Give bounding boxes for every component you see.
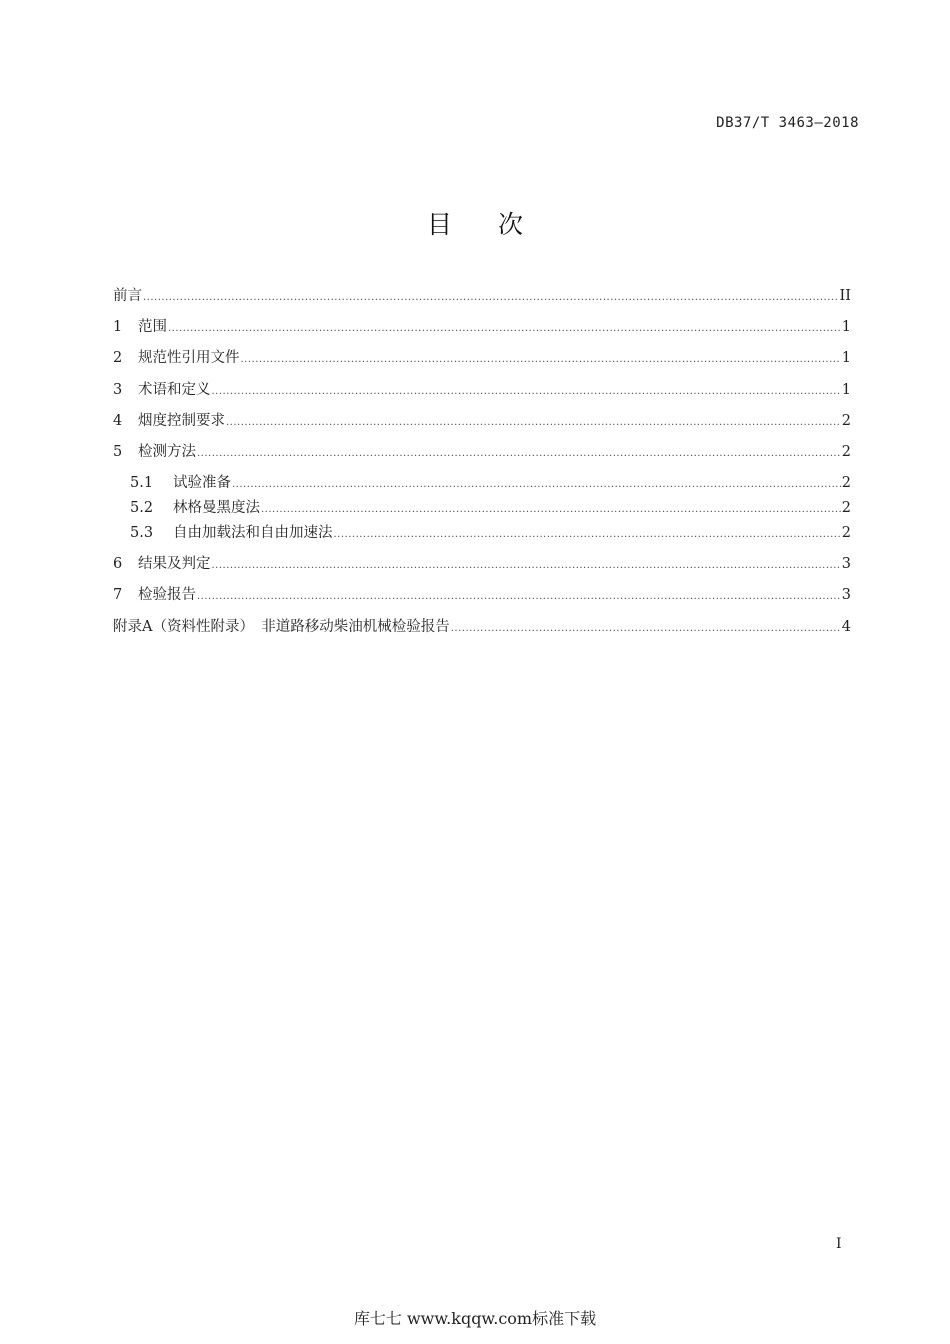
toc-leader [261, 500, 841, 520]
toc-entry-1[interactable] [113, 317, 851, 348]
toc-entry-4[interactable] [113, 411, 851, 442]
toc-entry-label: 检验报告 [138, 587, 196, 604]
toc-entry-page: 2 [841, 500, 851, 517]
toc-entry-label: 试验准备 [173, 475, 231, 492]
toc-entry-label: 烟度控制要求 [138, 412, 225, 429]
toc-leader [212, 556, 841, 576]
toc-entry-label: 规范性引用文件 [138, 350, 240, 367]
toc-entry-number: 5.1 [130, 475, 154, 492]
toc-entry-label: 结果及判定 [138, 556, 211, 573]
toc-entry-number: 2 [113, 350, 123, 367]
toc-entry-5[interactable] [113, 442, 851, 473]
toc-leader [197, 587, 841, 607]
toc-entry-6[interactable] [113, 554, 851, 585]
toc-entry-label: 范围 [138, 319, 167, 336]
toc-entry-number: 5.2 [130, 500, 154, 517]
toc-entry-number: 3 [113, 381, 123, 398]
toc-entry-7[interactable] [113, 585, 851, 616]
toc-leader [168, 319, 841, 339]
toc-entry-page: II [839, 288, 851, 304]
toc-entry-page: 3 [841, 587, 851, 604]
toc-entry-appendix-a[interactable] [113, 617, 851, 648]
toc-entry-label: 附录A（资料性附录） 非道路移动柴油机械检验报告 [113, 618, 450, 635]
toc-entry-number: 5.3 [130, 525, 154, 542]
toc-entry-number: 5 [113, 443, 123, 460]
document-code: DB37/T 3463—2018 [716, 115, 859, 131]
toc-entry-page: 1 [841, 350, 851, 367]
toc-leader [451, 619, 841, 639]
toc-entry-label: 林格曼黑度法 [173, 500, 260, 517]
toc-leader [212, 382, 841, 402]
toc-entry-page: 2 [841, 525, 851, 542]
toc-entry-page: 3 [841, 556, 851, 573]
toc-entry-page: 1 [841, 381, 851, 398]
toc-leader [241, 350, 841, 370]
toc-entry-page: 1 [841, 319, 851, 336]
toc-entry-foreword[interactable] [113, 286, 851, 317]
toc-entry-label: 检测方法 [138, 443, 196, 460]
toc-entry-label: 术语和定义 [138, 381, 211, 398]
toc-entry-5-2[interactable] [113, 498, 851, 523]
toc-entry-5-3[interactable] [113, 523, 851, 548]
toc-leader [143, 288, 839, 308]
toc-entry-number: 1 [113, 319, 123, 336]
page-number: I [836, 1236, 842, 1252]
page-title: 目次 [426, 210, 569, 239]
toc-leader [334, 525, 841, 545]
toc-entry-5-1[interactable] [113, 473, 851, 498]
toc-entry-page: 2 [841, 475, 851, 492]
toc-entry-number: 7 [113, 587, 123, 604]
toc-entry-label: 自由加载法和自由加速法 [173, 525, 333, 542]
toc-entry-number: 6 [113, 556, 123, 573]
table-of-contents [113, 286, 851, 648]
watermark: 库七七 www.kqqw.com标准下载 [353, 1309, 597, 1328]
toc-leader [232, 475, 841, 495]
toc-entry-label: 前言 [113, 288, 142, 304]
toc-entry-number: 4 [113, 412, 123, 429]
toc-entry-page: 4 [841, 618, 851, 635]
toc-entry-page: 2 [841, 443, 851, 460]
toc-entry-2[interactable] [113, 348, 851, 379]
toc-entry-page: 2 [841, 412, 851, 429]
toc-leader [197, 444, 841, 464]
toc-entry-3[interactable] [113, 380, 851, 411]
toc-leader [226, 413, 841, 433]
